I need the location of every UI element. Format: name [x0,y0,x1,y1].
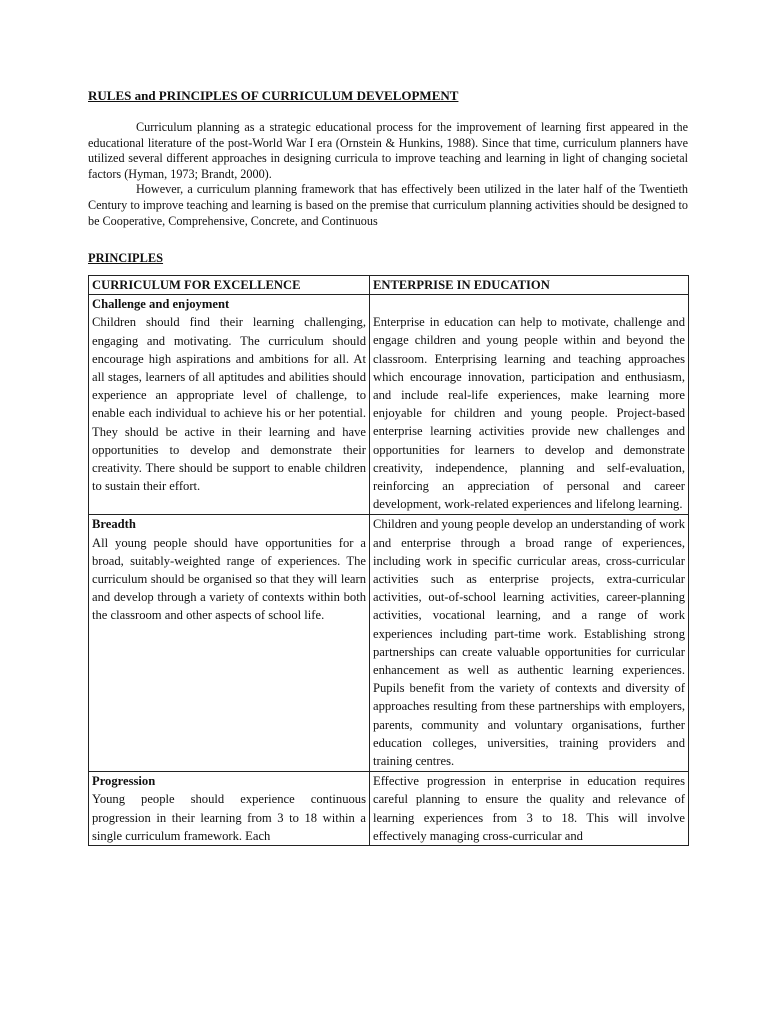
cell-left-breadth [89,515,370,772]
column-header-enterprise-in-education: ENTERPRISE IN EDUCATION [370,276,689,295]
table-row-progression [89,772,689,846]
row-heading-breadth: Breadth [92,517,136,532]
document-page [88,88,688,846]
cell-text-right-progression: Effective progression in enterprise in education requires careful planning to ensure the quality and relevance of learning experiences from 3 to 18. This will involve effectively managing cross-curricular and [373,774,685,843]
table-row-breadth [89,515,689,772]
cell-text-left-challenge: Children should find their learning challenging, engaging and motivating. The curriculum should encourage high aspirations and ambitions for all. At all stages, learners of all aptitudes and abilities should experience an appropriate level of challenge, to enable each individual to achieve his or her potential. They should be active in their learning and have opportunities to develop and demonstrate their creativity. There should be support to enable children to sustain their effort. [92,315,366,494]
table-header-row [89,276,689,295]
column-header-curriculum-for-excellence: CURRICULUM FOR EXCELLENCE [89,276,370,295]
cell-clip-right-progression [373,772,685,844]
cell-text-left-progression: Young people should experience continuous progression in their learning from 3 to 18 within a single curriculum framework. Each [92,792,366,843]
cell-clip-left-progression [92,772,366,844]
framework-paragraph: However, a curriculum planning framework that has effectively been utilized in the later half of the Twentieth Century to improve teaching and learning is based on the premise that curriculum planning activities should be designed to be Cooperative, Comprehensive, Concrete, and Continuous [88,182,688,228]
document-title: RULES and PRINCIPLES OF CURRICULUM DEVELOPMENT [88,88,459,103]
cell-right-challenge [370,295,689,515]
cell-text-left-breadth: All young people should have opportunities for a broad, suitably-weighted range of experiences. The curriculum should be organised so that they will learn and develop through a variety of contexts within both the classroom and other aspects of school life. [92,535,366,623]
table-row-challenge-and-enjoyment [89,295,689,515]
cell-right-breadth [370,515,689,772]
cell-left-challenge [89,295,370,515]
section-heading-principles: PRINCIPLES [88,251,164,266]
row-heading-challenge-and-enjoyment: Challenge and enjoyment [92,297,230,312]
intro-paragraph: Curriculum planning as a strategic educational process for the improvement of learning first appeared in the educational literature of the post-World War I era (Ornstein & Hunkins, 1988). Since that time, curriculum planners have utilized several different approaches in designing curricula to improve teaching and learning in light of changing societal factors (Hyman, 1973; Brandt, 2000). [88,120,688,181]
cell-text-right-challenge: Enterprise in education can help to motivate, challenge and engage children and young people within and beyond the classroom. Enterprising learning and teaching approaches which encourage innovation, participation and enthusiasm, and include real-life experiences, make learning more enjoyable for children and young people. Project-based enterprise learning activities provide new challenges and opportunities for learners to develop and demonstrate creativity, independence, planning and self-evaluation, reinforcing an appreciation of personal and career development, work-related experiences and lifelong learning. [373,315,685,512]
cell-right-progression [370,772,689,846]
row-heading-progression: Progression [92,774,156,789]
cell-text-right-breadth: Children and young people develop an understanding of work and enterprise through a broad range of experiences, including work in specific curricular areas, cross-curricular activities such as enterprise projects, extra-curricular activities, out-of-school learning activities, career-planning activities, vocational learning, and a range of work experiences including part-time work. Establishing strong partnerships can create valuable opportunities for curricular enhancement as well as authentic learning experiences. Pupils benefit from the variety of contexts and diversity of approaches resulting from these partnerships with employers, parents, community and voluntary organisations, further education colleges, universities, training providers and training centres. [373,517,685,769]
cell-left-progression [89,772,370,846]
principles-table [88,275,689,846]
